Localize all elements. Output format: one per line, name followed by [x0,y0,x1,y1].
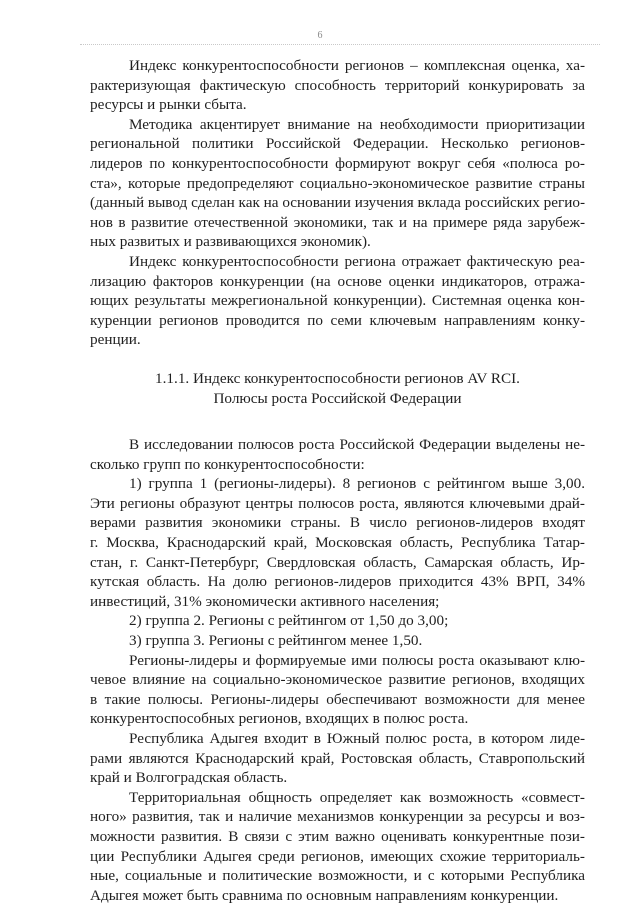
paragraph [90,651,585,729]
text-line: ного» развития, так и наличие механизмов конкуренции за ресурсы и воз- [90,808,585,826]
section-heading [90,369,585,408]
paragraph [90,729,585,788]
text-line: ренции. [90,331,141,349]
text-line: региональной политики Российской Федерации. Несколько регионов- [90,135,585,153]
paragraph [90,56,585,115]
text-line: ных развитых и развивающихся экономик). [90,233,371,251]
text-line: ста», которые предопределяют социально-экономическое развитие страны [90,174,585,192]
text-line: Индекс конкурентоспособности регионов – комплексная оценка, ха- [129,57,585,74]
text-line: 3) группа 3. Регионы с рейтингом менее 1,50. [129,632,423,650]
paragraph [90,631,585,651]
text-line: инвестиций, 31% экономически активного населения; [90,592,440,610]
growth-poles-section [90,435,585,905]
text-line: нов в развитие отечественной экономики, так и на примере ряда зарубеж- [90,213,585,231]
text-line: ющих результаты межрегиональной конкуренции). Системная оценка кон- [90,292,585,310]
text-line: Адыгея может быть сравнима по основным направлениям конкуренции. [90,886,559,904]
text-line: ции Республики Адыгея среди регионов, имеющих схожие территориаль- [90,847,585,865]
page-number: 6 [317,30,323,41]
text-line: чевое влияние на социально-экономическое развитие регионов, входящих [90,671,585,689]
text-line: 2) группа 2. Регионы с рейтингом от 1,50 до 3,00; [129,612,449,630]
section-heading-line-1: 1.1.1. Индекс конкурентоспособности регионов AV RCI. [155,369,520,387]
text-line: куренции регионов проводится по семи ключевым направлениям конку- [90,311,585,329]
text-line: (данный вывод сделан как на основании изучения вклада российских регио- [90,194,585,212]
intro-section [90,56,585,350]
text-line: В исследовании полюсов роста Российской Федерации выделены не- [129,436,585,454]
text-line: сколько групп по конкурентоспособности: [90,455,365,473]
text-line: ные, социальные и политические возможности, и с которыми Республика [90,867,585,885]
text-line: Методика акцентирует внимание на необходимости приоритизации [129,115,585,133]
paragraph [90,252,585,350]
text-line: лидеров по конкурентоспособности формируют вокруг себя «полюса ро- [90,154,585,172]
text-line: стан, г. Санкт-Петербург, Свердловская область, Самарская область, Ир- [90,553,585,571]
spacer [90,408,585,435]
text-line: Регионы-лидеры и формируемые ими полюсы роста оказывают клю- [129,651,585,669]
text-line: верами развития экономики страны. В число регионов-лидеров входят [90,514,585,532]
paragraph [90,474,585,611]
text-line: рактеризующая фактическую способность территорий конкурировать за [90,76,585,94]
text-line: ресурсы и рынки сбыта. [90,96,247,114]
text-line: лизацию факторов конкуренции (на основе оценки индикаторов, отража- [90,272,585,290]
text-line: Республика Адыгея входит в Южный полюс роста, в котором лиде- [129,730,585,747]
text-line: конкурентоспособных регионов, входящих в полюс роста. [90,710,469,728]
text-line: край и Волгоградская область. [90,769,288,787]
text-line: кутская область. На долю регионов-лидеров приходится 43% ВРП, 34% [90,573,585,591]
paragraph [90,788,585,905]
text-line: можности развития. В связи с этим важно оценивать конкурентные пози- [90,827,585,845]
text-line: г. Москва, Краснодарский край, Московская область, Республика Татар- [90,534,585,552]
spacer [90,350,585,369]
text-line: Эти регионы образуют центры полюсов роста, являются ключевыми драй- [90,494,585,512]
section-heading-line-2: Полюсы роста Российской Федерации [213,389,462,407]
text-line: в такие полюсы. Регионы-лидеры обеспечивают возможности для менее [90,690,585,708]
text-line: Индекс конкурентоспособности региона отражает фактическую реа- [129,252,585,270]
paragraph [90,611,585,631]
text-line: 1) группа 1 (регионы-лидеры). 8 регионов с рейтингом выше 3,00. [129,475,585,493]
document-body [90,56,585,905]
page-top-border [80,44,600,45]
paragraph [90,435,585,474]
text-line: рами являются Краснодарский край, Ростовская область, Ставропольский [90,749,585,767]
text-line: Территориальная общность определяет как возможность «совмест- [129,788,585,806]
paragraph [90,115,585,252]
